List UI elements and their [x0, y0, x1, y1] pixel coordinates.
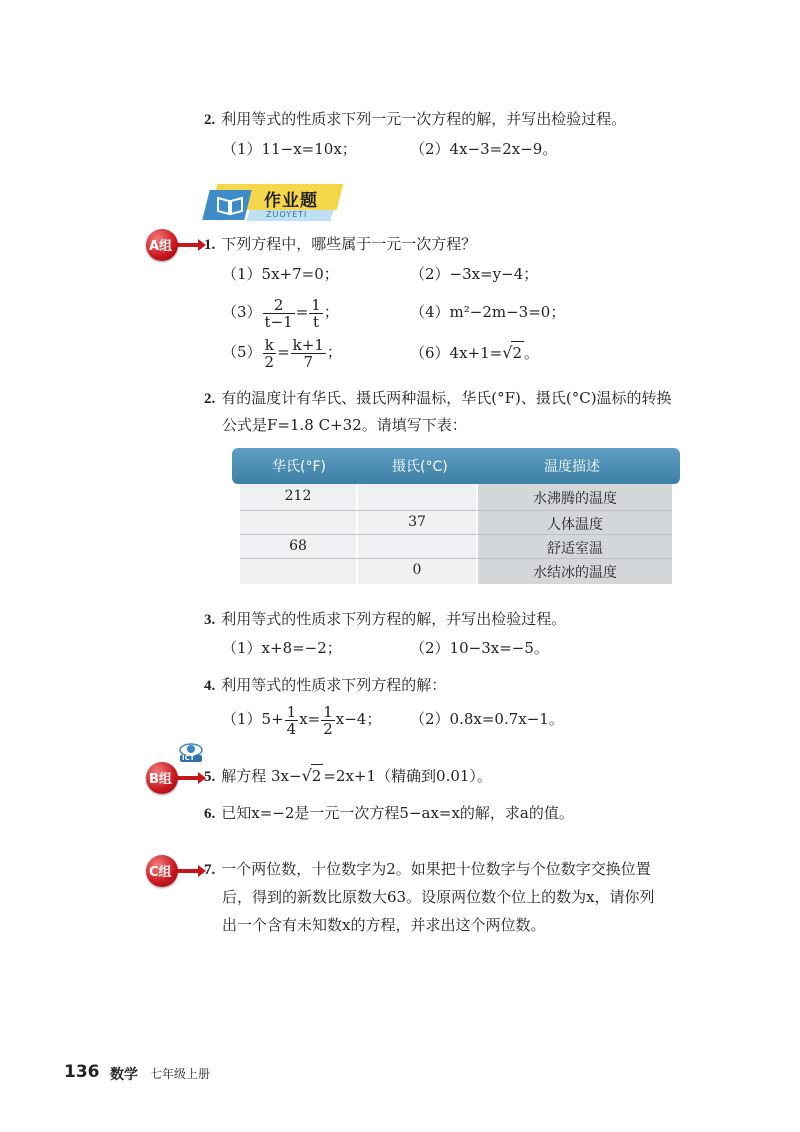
table-cell: 212: [284, 488, 312, 504]
hw7-text-line1: 一个两位数，十位数字为2。如果把十位数字与个位数字交换位置: [221, 860, 651, 878]
hw2-stem-line1: [204, 387, 672, 410]
sqrt: 2: [511, 341, 524, 364]
hw1-text: 下列方程中，哪些属于一元一次方程？: [221, 235, 477, 253]
temperature-table: [232, 448, 680, 584]
hw5-stem: 5. 解方程 3x−√2 =2x+1（精确到0.01）。: [204, 766, 492, 785]
hw1-part5-label: （5）: [222, 343, 262, 361]
hw1-part3: （3） $\frac{2}{t-1}$ = $\frac{1}{t}$ ；: [222, 295, 339, 331]
hw4-part1: （1）5+ $\frac{1}{4}$ x= $\frac{1}{2}$ x−4；: [222, 702, 382, 738]
hw6-text: 已知x=−2是一元一次方程5−ax=x的解，求a的值。: [221, 804, 574, 822]
table-cell: 37: [408, 514, 426, 530]
fraction: $\frac{1}{2}$: [323, 702, 333, 738]
q2-top-stem: [204, 108, 626, 131]
hw3-part1: （1）x+8=−2；: [222, 639, 342, 657]
fraction: $\frac{1}{4}$: [286, 702, 297, 738]
hw2-text-line2: 公式是F=1.8 C+32。请填写下表：: [222, 416, 467, 434]
table-cell: 人体温度: [547, 517, 603, 533]
header-fahrenheit: 华氏(°F): [272, 459, 326, 475]
hw3-text: 利用等式的性质求下列方程的解，并写出检验过程。: [221, 610, 567, 628]
hw1-part3-label: （3）: [222, 303, 262, 321]
hw3-number: 3.: [204, 612, 216, 628]
header-description: 温度描述: [544, 459, 600, 475]
table-cell: 舒适室温: [547, 541, 603, 557]
homework-banner: [204, 182, 336, 222]
hw3-part2: （2）10−3x=−5。: [410, 639, 549, 657]
hw2-text-line1: 有的温度计有华氏、摄氏两种温标，华氏(°F)、摄氏(°C)温标的转换: [221, 389, 672, 407]
hw7-number: 7.: [204, 862, 216, 878]
hw3-stem: [204, 608, 566, 631]
group-b-badge: [146, 762, 206, 796]
hw6-stem: [204, 802, 574, 825]
hw1-stem: [204, 233, 476, 256]
hw1-part1: （1）5x+7=0；: [222, 265, 339, 283]
footer-grade: 七年级上册: [150, 1067, 211, 1081]
hw7-text-line2: 后，得到的新数比原数大63。设原两位数个位上的数为x，请你列: [222, 888, 655, 906]
hw4-number: 4.: [204, 678, 216, 694]
q2-top-part2: （2）4x−3=2x−9。: [410, 140, 558, 158]
page-number: 136: [64, 1062, 100, 1082]
table-cell: 0: [412, 562, 422, 578]
hw4-text: 利用等式的性质求下列方程的解：: [221, 676, 447, 694]
table-body: [240, 484, 672, 584]
hw1-number: 1.: [204, 237, 216, 253]
group-b-label: B组: [149, 772, 172, 787]
hw4-stem: [204, 674, 446, 697]
ict-label: ICT: [182, 754, 195, 762]
ict-icon: [178, 741, 204, 763]
hw7-text-line3: 出一个含有未知数x的方程，并求出这个两位数。: [222, 916, 546, 934]
table-cell: 68: [289, 538, 307, 554]
hw4-part2: （2）0.8x=0.7x−1。: [410, 710, 564, 728]
q2-top-text: 利用等式的性质求下列一元一次方程的解，并写出检验过程。: [221, 110, 627, 128]
table-header: [232, 448, 680, 484]
homework-title: 作业题: [264, 191, 318, 211]
group-c-label: C组: [149, 865, 172, 880]
q2-top-number: 2.: [204, 112, 216, 128]
hw2-number: 2.: [204, 391, 216, 407]
book-icon: [216, 194, 244, 216]
fraction: $\frac{1}{t}$: [311, 295, 321, 331]
group-a-label: A组: [149, 239, 173, 254]
table-cell: 水沸腾的温度: [533, 491, 617, 507]
hw1-part5: （5） $\frac{k}{2}$ = $\frac{k+1}{7}$ ；: [222, 335, 342, 371]
fraction: $\frac{k+1}{7}$: [292, 335, 324, 371]
hw7-stem-line1: [204, 858, 651, 881]
table-cell: 水结冰的温度: [533, 565, 617, 581]
fraction: $\frac{k}{2}$: [264, 335, 275, 371]
q2-top-part1: （1）11−x=10x；: [222, 140, 357, 158]
homework-subtitle: ZUOYETI: [266, 210, 308, 219]
group-c-badge: [146, 855, 206, 889]
footer-subject: 数学: [110, 1067, 138, 1083]
sqrt: 2: [311, 764, 324, 787]
hw1-part4: （4）m²−2m−3=0；: [410, 303, 566, 321]
hw1-part2: （2）−3x=y−4；: [410, 265, 539, 283]
header-celsius: 摄氏(°C): [392, 459, 448, 475]
group-a-badge: [146, 229, 206, 263]
hw5-number: 5.: [204, 769, 216, 785]
hw6-number: 6.: [204, 806, 216, 822]
hw1-part6: （6）4x+1=√2 。: [410, 343, 539, 362]
fraction: $\frac{2}{t-1}$: [264, 295, 293, 331]
